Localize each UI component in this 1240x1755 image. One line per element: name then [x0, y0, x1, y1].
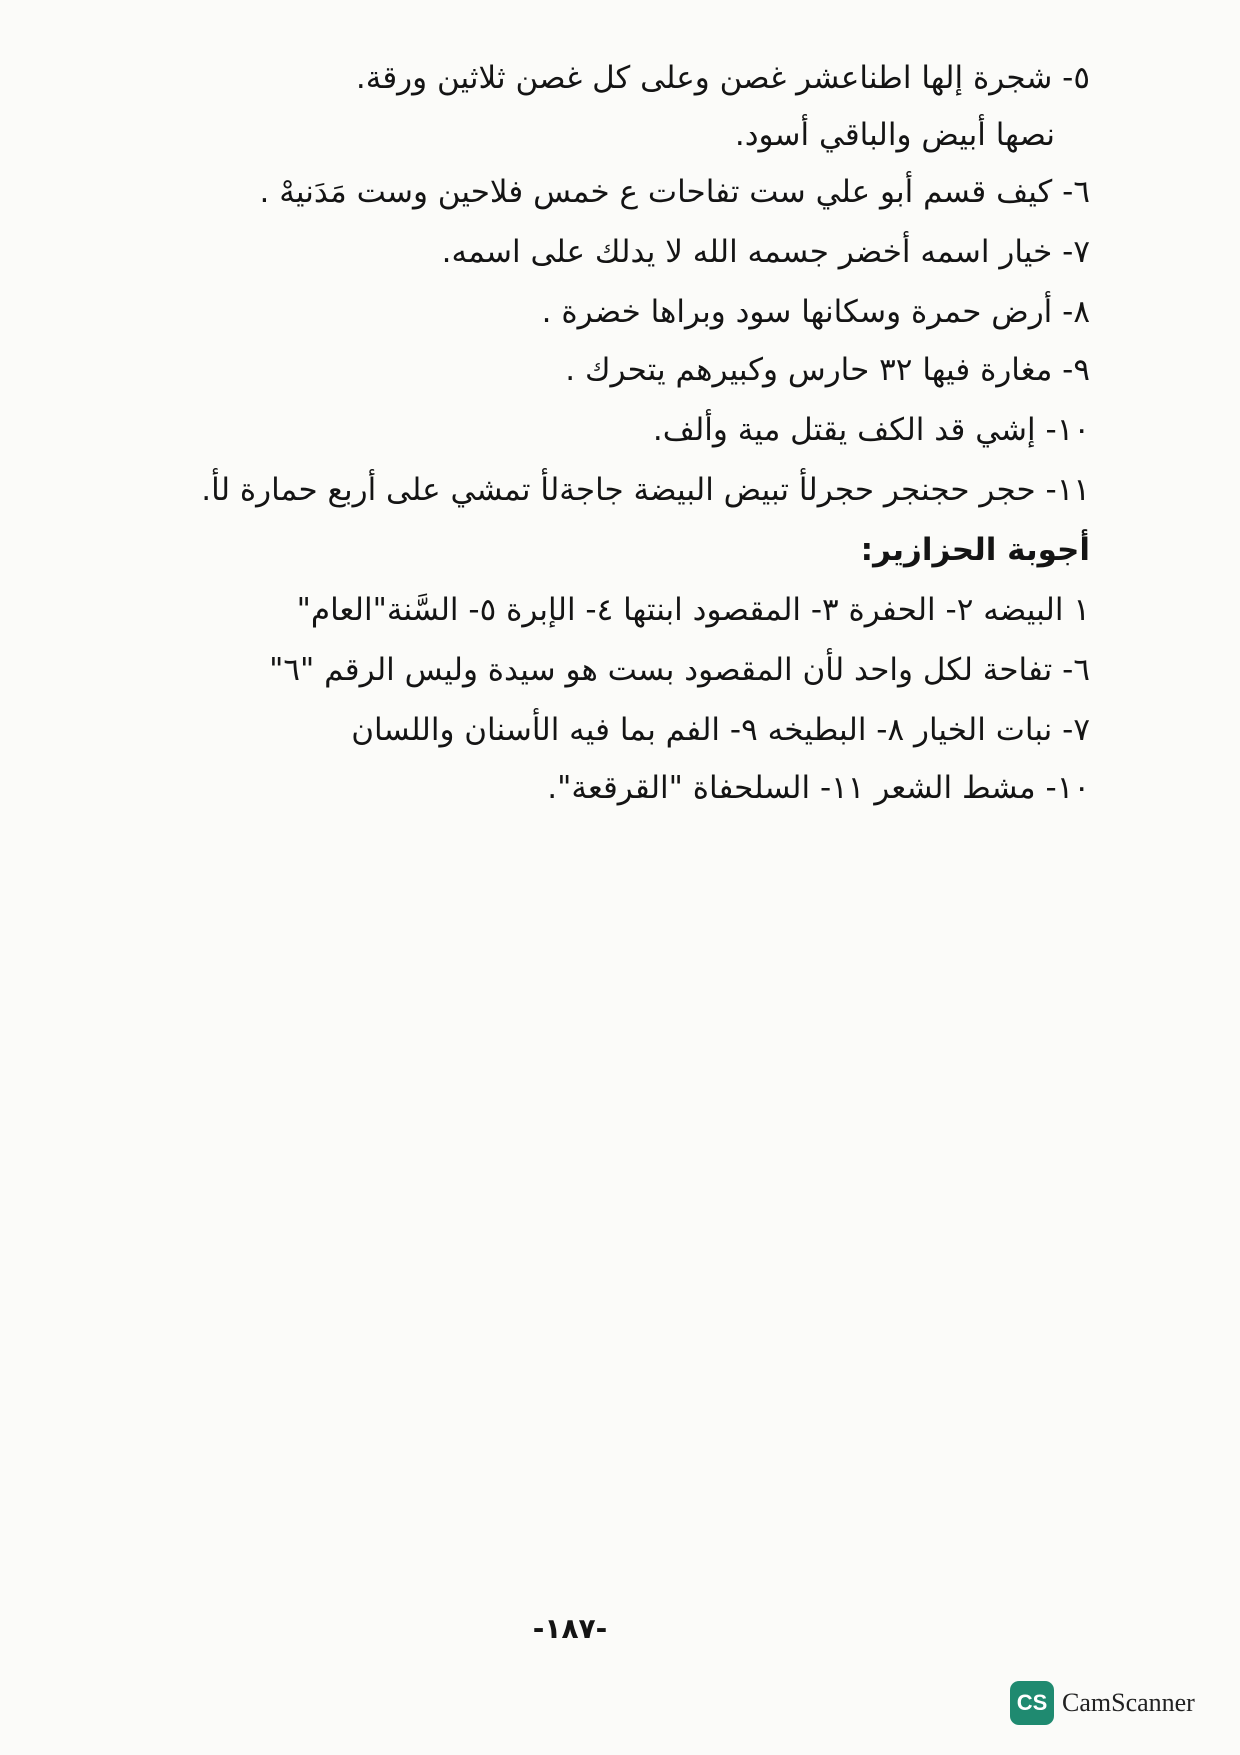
page-number: -١٨٧- [532, 1612, 608, 1645]
riddle-9: ٩- مغارة فيها ٣٢ حارس وكبيرهم يتحرك . [565, 352, 1090, 388]
riddle-8: ٨- أرض حمرة وسكانها سود وبراها خضرة . [541, 294, 1090, 330]
answers-heading: أجوبة الحزازير: [860, 532, 1090, 568]
camscanner-watermark [1010, 1680, 1195, 1726]
riddle-6: ٦- كيف قسم أبو علي ست تفاحات ع خمس فلاحين وست مَدَنيهْ . [259, 174, 1090, 210]
camscanner-logo-icon: CS [1010, 1681, 1054, 1725]
answer-line-3: ٧- نبات الخيار ٨- البطيخه ٩- الفم بما فيه الأسنان واللسان [351, 712, 1090, 748]
riddle-11: ١١- حجر حجنجر حجرلأ تبيض البيضة جاجةلأ تمشي على أربع حمارة لأ. [201, 472, 1090, 508]
camscanner-brand-text: CamScanner [1062, 1688, 1195, 1717]
riddle-5: ٥- شجرة إلها اطناعشر غصن وعلى كل غصن ثلاثين ورقة. [355, 60, 1090, 96]
answer-line-2: ٦- تفاحة لكل واحد لأن المقصود بست هو سيدة وليس الرقم "٦" [269, 652, 1090, 688]
answer-line-1: ١ البيضه ٢- الحفرة ٣- المقصود ابنتها ٤- الإبرة ٥- السَّنة"العام" [296, 592, 1090, 628]
riddle-10: ١٠- إشي قد الكف يقتل مية وألف. [652, 412, 1090, 448]
answer-line-4: ١٠- مشط الشعر ١١- السلحفاة "القرقعة". [547, 770, 1090, 806]
riddle-5-continuation: نصها أبيض والباقي أسود. [734, 117, 1055, 153]
riddle-7: ٧- خيار اسمه أخضر جسمه الله لا يدلك على اسمه. [441, 234, 1090, 270]
